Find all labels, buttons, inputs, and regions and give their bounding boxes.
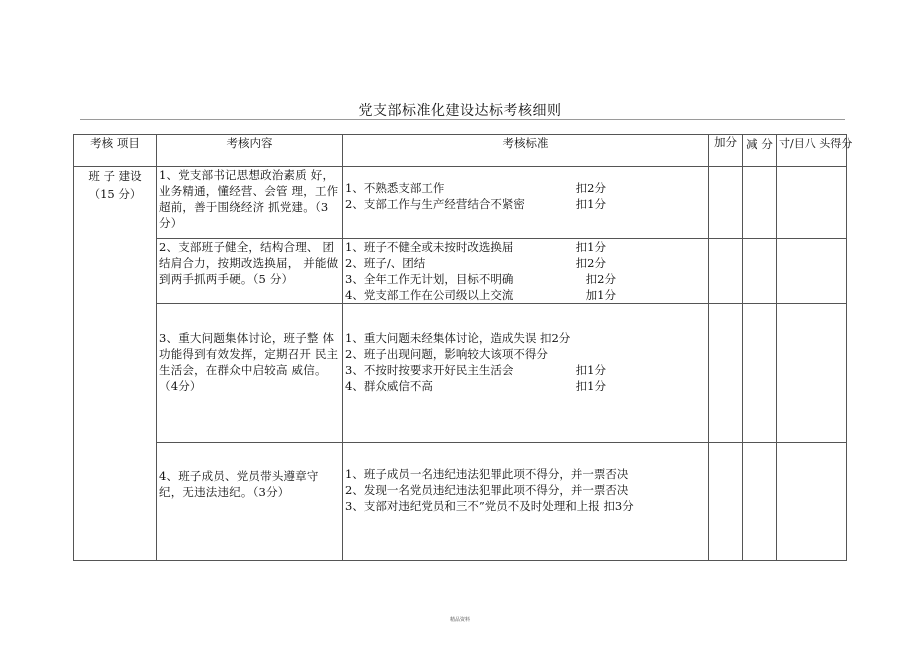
content-cell: 4、班子成员、党员带头遵章守 纪，无违法违纪。（3分） [157,443,343,561]
score-cell [777,304,847,443]
standard-line: 1、重大问题未经集体讨论，造成失误 扣2分 [345,331,571,345]
header-minus: 减 分 [743,135,777,167]
page-title: 党支部标准化建设达标考核细则 [358,103,562,119]
standard-line: 3、不按时按要求开好民主生活会 扣1分 [345,363,606,377]
header-score: 寸/目八 头得分 [777,135,847,167]
content-cell: 1、党支部书记思想政治素质 好，业务精通，懂经营、会管 理，工作超前，善于围绕经济 抓党建。（3分） [157,167,343,239]
category-name: 班 子 建设 [88,169,142,183]
title-divider [80,119,845,120]
header-standard: 考核标准 [343,135,709,167]
header-content: 考核内容 [157,135,343,167]
add-cell [709,304,743,443]
standard-cell [343,443,709,561]
add-cell [709,239,743,304]
standard-line: 2、支部工作与生产经营结合不紧密 扣1分 [345,197,606,211]
standard-line: 2、发现一名党员违纪违法犯罪此项不得分，并一票否决 [345,483,629,497]
standard-line: 4、群众威信不高 扣1分 [345,379,606,393]
content-cell: 2、支部班子健全，结构合理、 团结肩合力，按期改选换届， 并能做到两手抓两手硬。（5 分） [157,239,343,304]
assessment-table [73,134,853,561]
score-cell [777,443,847,561]
header-add: 加分 [709,135,743,167]
score-cell [777,167,847,239]
standard-cell [343,239,709,304]
standard-line: 4、党支部工作在公司级以上交流 加1分 [345,288,616,302]
minus-cell [743,304,777,443]
table-row [74,239,847,304]
minus-cell [743,443,777,561]
add-cell [709,167,743,239]
content-cell: 3、重大问题集体讨论，班子整 体功能得到有效发挥，定期召开 民主生活会，在群众中启较高 威信。（4分） [157,304,343,443]
minus-cell [743,167,777,239]
table-row [74,304,847,443]
score-cell [777,239,847,304]
table-row [74,443,847,561]
category-points: （15 分） [88,187,142,201]
standard-line: 3、支部对违纪党员和三不”党员不及时处理和上报 扣3分 [345,499,634,513]
standard-line: 1、不熟悉支部工作 扣2分 [345,181,606,195]
header-item: 考核 项目 [74,135,157,167]
table-row [74,167,847,239]
category-cell [74,167,157,561]
standard-cell [343,304,709,443]
header-row [74,135,847,167]
minus-cell [743,239,777,304]
standard-line: 2、班子出现问题，影响较大该项不得分 [345,347,548,361]
standard-line: 1、班子不健全或未按时改选换届 扣1分 [345,240,606,254]
standard-cell [343,167,709,239]
standard-line: 1、班子成员一名违纪违法犯罪此项不得分，并一票否决 [345,467,629,481]
add-cell [709,443,743,561]
footer-note: 精品资料 [449,617,470,623]
standard-line: 2、班子/、团结 扣2分 [345,256,606,270]
standard-line: 3、全年工作无计划，目标不明确 扣2分 [345,272,616,286]
